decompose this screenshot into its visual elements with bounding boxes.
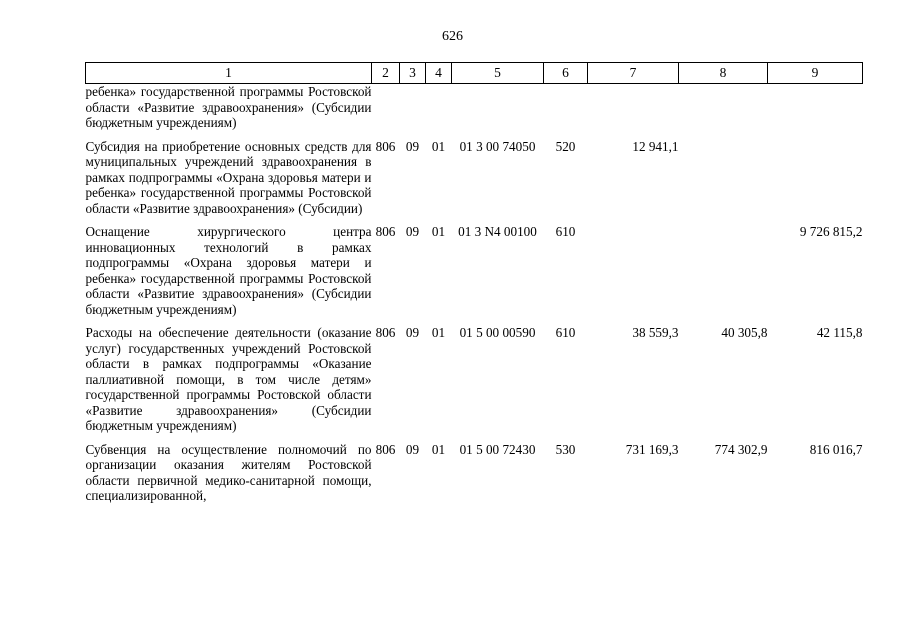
row-section: 09 [405,224,420,239]
row-amount-year1: 731 169,3 [625,441,679,457]
row-amount-year3: 42 115,8 [816,325,863,340]
row-subsection [426,84,452,139]
row-expense-type: 610 [555,325,576,340]
row-subsection: 01 [431,325,446,340]
header-col-7: 7 [588,63,679,84]
page-number: 626 [442,29,463,44]
row-target-article: 01 5 00 00590 [459,325,536,340]
row-amount-year1: 38 559,3 [632,325,679,340]
budget-table [85,62,863,512]
row-amount-year3 [768,139,863,225]
row-amount-year3: 9 726 815,2 [799,224,863,239]
row-subsection: 01 [431,138,446,154]
row-section: 09 [405,441,420,457]
row-amount-year3: 816 016,7 [809,441,863,457]
row-description: Расходы на обеспечение деятельности (оказание услуг) государственных учреждений Ростовской области в рамках подпрограммы «Оказание паллиативной помощи, в том числе детям» государственной программы Ростовской области «Развитие здравоохранения» (Субсидии бюджетным учреждениям) [85,325,372,433]
row-amount-year2 [679,84,768,139]
row-target-article [452,84,544,139]
row-ministry-code [372,84,400,139]
table-row [86,84,863,139]
row-section [400,84,426,139]
row-amount-year2 [679,224,768,325]
row-ministry-code: 806 [375,441,396,457]
row-description: Субвенция на осуществление полномочий по организации оказания жителям Ростовской области первичной медико-санитарной помощи, специализированной, [85,441,372,503]
table-row [86,325,863,442]
row-amount-year1 [588,224,679,325]
row-subsection: 01 [431,441,446,457]
row-ministry-code: 806 [375,138,396,154]
table-header-row [86,63,863,84]
header-col-2: 2 [372,63,400,84]
row-description: ребенка» государственной программы Ростовской области «Развитие здравоохранения» (Субсидии бюджетным учреждениям) [85,84,372,130]
row-amount-year2: 774 302,9 [714,441,768,457]
table-row [86,224,863,325]
header-col-5: 5 [452,63,544,84]
row-section: 09 [405,325,420,340]
row-expense-type: 530 [555,441,576,457]
table-row [86,442,863,512]
row-subsection: 01 [431,224,446,239]
header-col-8: 8 [679,63,768,84]
row-description: Субсидия на приобретение основных средств для муниципальных учреждений здравоохранения в рамках подпрограммы «Охрана здоровья матери и ребенка» государственной программы Ростовской области «Развитие здравоохранения» (Субсидии) [85,138,372,216]
row-amount-year1 [588,84,679,139]
table-row [86,139,863,225]
row-description: Оснащение хирургического центра инновационных технологий в рамках подпрограммы «Охрана здоровья матери и ребенка» государственной программы Ростовской области «Развитие здравоохранения» (Субсидии бюджетным учреждениям) [85,224,372,317]
row-expense-type: 520 [555,138,576,154]
row-amount-year3 [768,84,863,139]
row-expense-type [544,84,588,139]
row-expense-type: 610 [555,224,576,239]
row-amount-year2: 40 305,8 [721,325,768,340]
row-target-article: 01 3 N4 00100 [458,224,537,239]
header-col-9: 9 [768,63,863,84]
row-ministry-code: 806 [375,224,396,239]
row-target-article: 01 5 00 72430 [459,441,536,457]
row-section: 09 [405,138,420,154]
header-col-6: 6 [544,63,588,84]
row-amount-year2 [679,139,768,225]
header-col-1: 1 [86,63,372,84]
row-target-article: 01 3 00 74050 [459,138,536,154]
row-amount-year1: 12 941,1 [632,138,679,154]
header-col-3: 3 [400,63,426,84]
header-col-4: 4 [426,63,452,84]
row-ministry-code: 806 [375,325,396,340]
